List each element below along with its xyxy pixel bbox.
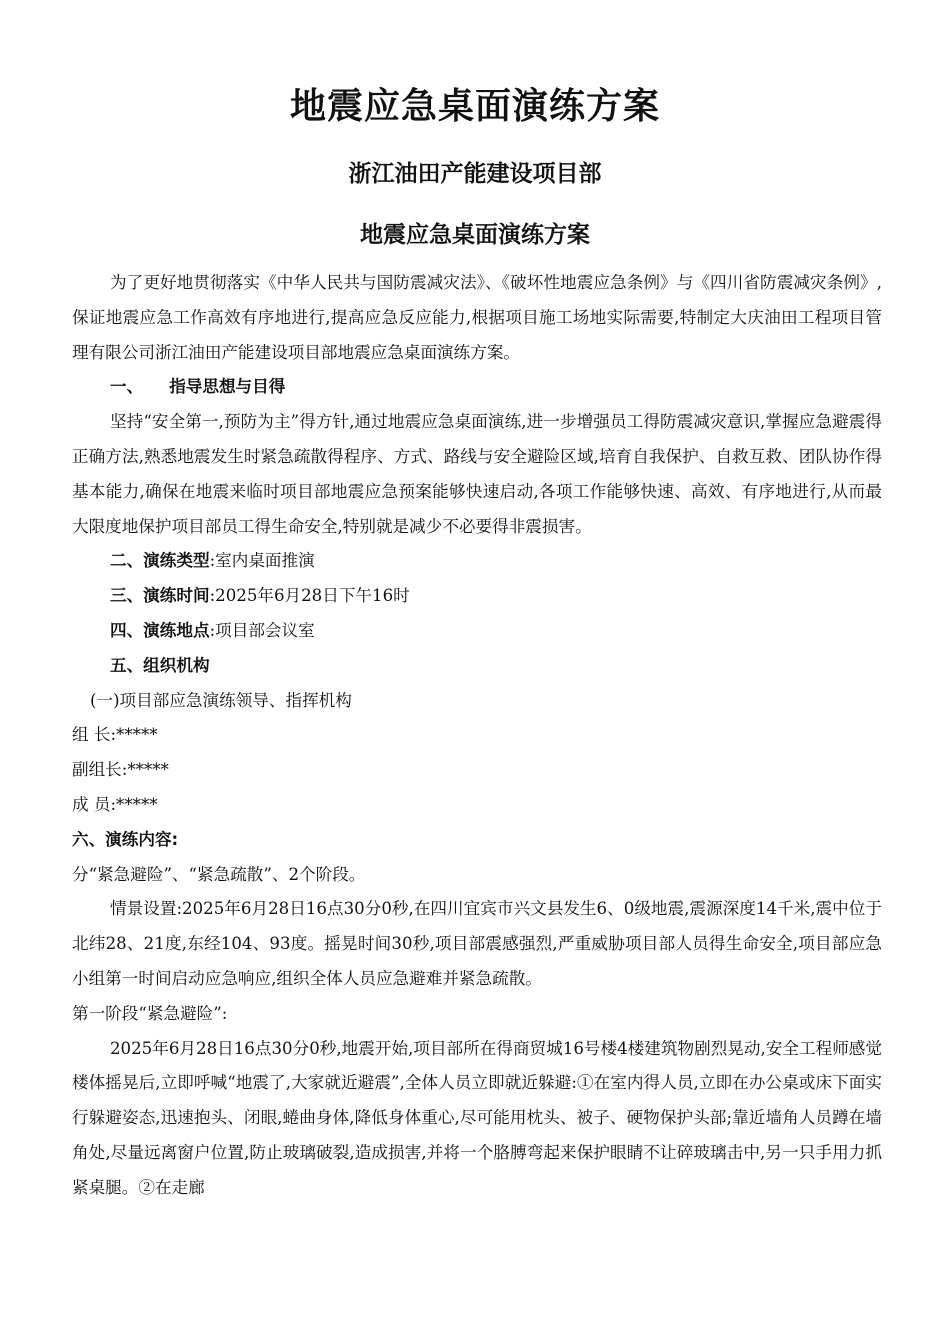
- section-3-value: :2025年6月28日下午16时: [209, 586, 410, 606]
- leader-line: 组 长:*****: [72, 725, 158, 745]
- section-2-label: 二、演练类型: [110, 551, 210, 571]
- plan-title: 地震应急桌面演练方案: [360, 222, 590, 248]
- stage-1-paragraph: 2025年6月28日16点30分0秒,地震开始,项目部所在得商贸城16号楼4楼建筑物剧烈晃动,安全工程师感觉楼体摇晃后,立即呼喊“地震了,大家就近避震”,全体人员立即就近躲避:①在室内得人员,立即在办公桌或床下面实行躲避姿态,迅速抱头、闭眼,蜷曲身体,降低身体重心,尽可能用枕头、被子、硬物保护头部;靠近墙角人员蹲在墙角处,尽量远离窗户位置,防止玻璃破裂,造成损害,并将一个胳膊弯起来保护眼睛不让碎玻璃击中,另一只手用力抓紧桌腿。②在走廊: [72, 1038, 882, 1197]
- organization-title: 浙江油田产能建设项目部: [348, 161, 602, 187]
- section-5-subheading: (一)项目部应急演练领导、指挥机构: [90, 690, 352, 710]
- section-5-heading: 五、组织机构: [110, 655, 210, 675]
- deputy-leader-line: 副组长:*****: [72, 760, 169, 780]
- section-1-text: 坚持“安全第一,预防为主”得方针,通过地震应急桌面演练,进一步增强员工得防震减灾意识,掌握应急避震得正确方法,熟悉地震发生时紧急疏散得程序、方式、路线与安全避险区域,培育自我保护、自救互救、团队协作得基本能力,确保在地震来临时项目部地震应急预案能够快速启动,各项工作能够快速、高效、有序地进行,从而最大限度地保护项目部员工得生命安全,特别就是减少不必要得非震损害。: [72, 412, 882, 536]
- section-1-heading: [72, 370, 882, 405]
- section-2-value: :室内桌面推演: [209, 551, 315, 571]
- scenario-paragraph: 情景设置:2025年6月28日16点30分0秒,在四川宜宾市兴文县发生6、0级地震,震源深度14千米,震中位于北纬28、21度,东经104、93度。摇晃时间30秒,项目部震感强烈,严重威胁项目部人员得生命安全,项目部应急小组第一时间启动应急响应,组织全体人员应急避难并紧急疏散。: [72, 899, 882, 988]
- section-3-label: 三、演练时间: [110, 586, 210, 606]
- section-3-line: [72, 579, 882, 614]
- section-6-heading: 六、演练内容:: [72, 829, 179, 849]
- section-1-number: 一、: [110, 377, 144, 397]
- section-4-label: 四、演练地点: [110, 620, 210, 640]
- intro-paragraph: 为了更好地贯彻落实《中华人民共与国防震减灾法》、《破坏性地震应急条例》与《四川省防震减灾条例》,保证地震应急工作高效有序地进行,提高应急反应能力,根据项目施工场地实际需要,特制定大庆油田工程项目管理有限公司浙江油田产能建设项目部地震应急桌面演练方案。: [72, 273, 882, 362]
- document-body: [72, 266, 882, 1206]
- section-2-line: [72, 544, 882, 579]
- stages-line: 分“紧急避险”、“紧急疏散”、2个阶段。: [72, 864, 366, 884]
- stage-1-title: 第一阶段“紧急避险”:: [72, 1003, 228, 1023]
- section-4-value: :项目部会议室: [209, 620, 315, 640]
- document-title: 地震应急桌面演练方案: [289, 86, 660, 127]
- section-4-line: [72, 614, 882, 649]
- members-line: 成 员:*****: [72, 794, 158, 814]
- section-1-title: 指导思想与目得: [169, 377, 286, 397]
